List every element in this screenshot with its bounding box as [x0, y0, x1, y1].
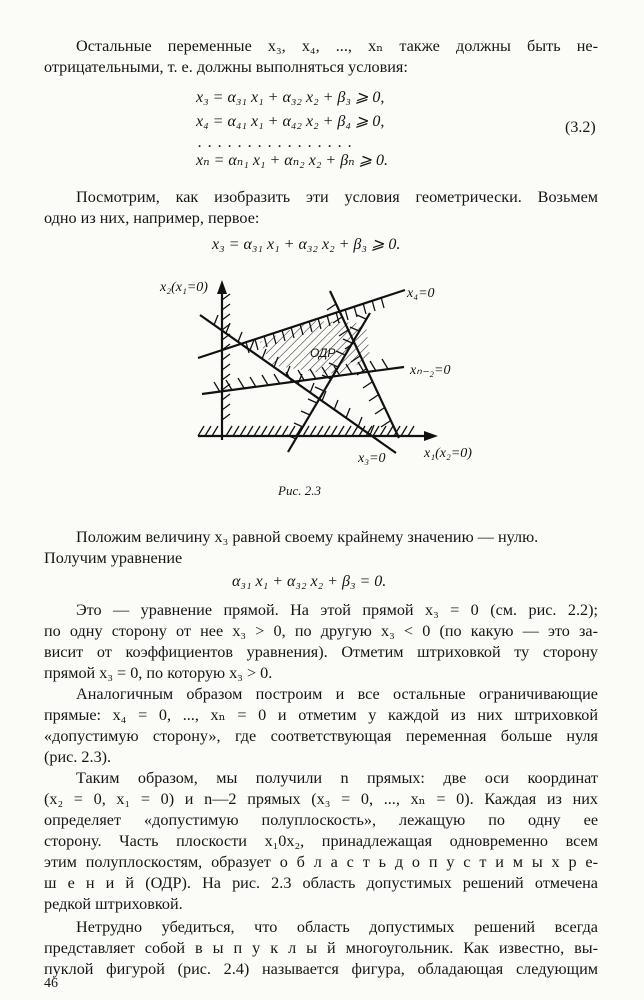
system-row-2: x₄ = α₄₁ x₁ + α₄₂ x₂ + β₄ ⩾ 0, — [196, 113, 385, 130]
para4-line-2: по одну сторону от нее x₃ > 0, по другую x₃ < 0 (по какую — это за- — [44, 622, 598, 640]
label-x3: x₃=0 — [358, 451, 386, 466]
label-x-axis: x₁(x₂=0) — [424, 446, 472, 461]
label-x4: x₄=0 — [407, 286, 435, 301]
label-odr: ОДР — [310, 346, 336, 360]
para2-line-1: Посмотрим, как изобразить эти условия геометрически. Возьмем — [76, 188, 598, 206]
x-axis-arrow — [424, 431, 438, 441]
system-row-1: x₃ = α₃₁ x₁ + α₃₂ x₂ + β₃ ⩾ 0, — [196, 89, 385, 106]
para6-line-4: сторону. Часть плоскости x₁0x₂, принадлежащая одновременно всем — [44, 832, 598, 850]
system-row-3: . . . . . . . . . . . . . . . . — [198, 134, 353, 151]
para7-line-1: Нетрудно убедиться, что область допустимых решений всегда — [76, 918, 598, 936]
figure-caption: Рис. 2.3 — [278, 483, 321, 498]
para3-equation: α₃₁ x₁ + α₃₂ x₂ + β₃ = 0. — [232, 573, 387, 590]
para4-line-4: прямой x₃ = 0, по которую x₃ > 0. — [44, 664, 273, 682]
page-number: 46 — [44, 976, 58, 991]
para3-line-2: Получим уравнение — [44, 549, 183, 567]
intro-line-1: Остальные переменные x₃, x₄, ..., xₙ также должны быть не- — [76, 37, 598, 55]
para6-line-1: Таким образом, мы получили n прямых: две оси координат — [76, 769, 598, 787]
para6-line-2: (x₂ = 0, x₁ = 0) и n—2 прямых (x₃ = 0, ..., xₙ = 0). Каждая из них — [44, 790, 598, 808]
y-axis-arrow — [217, 280, 227, 294]
para7-line-3: пуклой фигурой (рис. 2.4) называется фигура, обладающая следующим — [44, 960, 598, 978]
label-y-axis: x₂(x₁=0) — [160, 280, 208, 295]
para4-line-1: Это — уравнение прямой. На этой прямой x₃ = 0 (см. рис. 2.2); — [76, 601, 598, 619]
para6-line-6: ш е н и й (ОДР). На рис. 2.3 область допустимых решений отмечена — [44, 874, 598, 892]
para3-line-1: Положим величину x₃ равной своему крайнему значению — нулю. — [76, 528, 539, 546]
intro-line-2: отрицательными, т. е. должны выполняться условия: — [44, 58, 408, 76]
para5-line-4: (рис. 2.3). — [44, 748, 112, 766]
system-row-4: xₙ = αₙ₁ x₁ + αₙ₂ x₂ + βₙ ⩾ 0. — [196, 152, 389, 169]
para5-line-3: «допустимую сторону», где соответствующая переменная больше нуля — [44, 727, 598, 745]
para6-line-7: редкой штриховкой. — [44, 895, 183, 913]
para5-line-2: прямые: x₄ = 0, ..., xₙ = 0 и отметим у каждой из них штриховкой — [44, 706, 598, 724]
para7-line-2: представляет собой в ы п у к л ы й многоугольник. Как известно, вы- — [44, 939, 598, 957]
para2-equation: x₃ = α₃₁ x₁ + α₃₂ x₂ + β₃ ⩾ 0. — [212, 236, 401, 253]
para6-line-5: этим полуплоскостям, образует о б л а с т ь д о п у с т и м ы х р е- — [44, 853, 598, 871]
para5-line-1: Аналогичным образом построим и все остальные ограничивающие — [76, 685, 598, 703]
label-xn2: xₙ₋₂=0 — [410, 363, 451, 378]
line-xn2 — [202, 367, 404, 394]
equation-tag: (3.2) — [565, 119, 596, 136]
para2-line-2: одно из них, например, первое: — [44, 209, 260, 227]
para4-line-3: висит от коэффициентов уравнения). Отметим штриховкой ту сторону — [44, 643, 598, 661]
para6-line-3: определяет «допустимую полуплоскость», лежащую по одну ее — [44, 811, 598, 829]
